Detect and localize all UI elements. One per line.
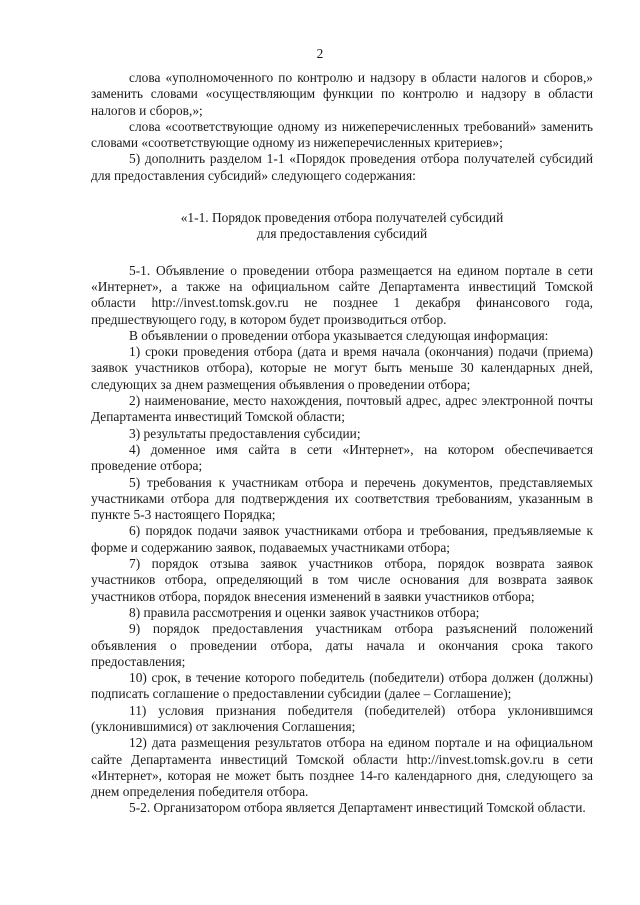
list-item: 10) срок, в течение которого победитель (победители) отбора должен (должны) подписать соглашение о предоставлении субсидии (далее – Соглашение); (91, 670, 593, 702)
list-item: 12) дата размещения результатов отбора на едином портале и на официальном сайте Департамента инвестиций Томской области http://invest.tomsk.gov.ru в сети «Интернет», которая не может быть позднее 14-го календарного дня, следующего за днем определения победителя отбора. (91, 735, 593, 800)
list-item: 3) результаты предоставления субсидии; (129, 425, 361, 441)
section-heading (91, 210, 593, 243)
paragraph: слова «уполномоченного по контролю и надзору в области налогов и сборов,» заменить словами «осуществляющим функции по контролю и надзору в области налогов и сборов,»; (91, 70, 593, 118)
paragraph: 5) дополнить разделом 1-1 «Порядок проведения отбора получателей субсидий для предоставления субсидий» следующего содержания: (91, 151, 593, 183)
section-heading-line: для предоставления субсидий (256, 226, 428, 242)
list-item: 6) порядок подачи заявок участниками отбора и требования, предъявляемые к форме и содержанию заявок, подаваемых участниками отбора; (91, 523, 593, 555)
section-heading-line: «1-1. Порядок проведения отбора получателей субсидий (180, 210, 504, 226)
paragraph: 5-1. Объявление о проведении отбора размещается на едином портале в сети «Интернет», а также на официальном сайте Департамента инвестиций Томской области http://invest.tomsk.gov.ru не позднее 1 декабря финансового года, предшествующего году, в котором будет производиться отбор. (91, 262, 593, 327)
page-number: 2 (316, 46, 324, 61)
paragraph: слова «соответствующие одному из нижеперечисленных требований» заменить словами «соответствующие одному из нижеперечисленных критериев»; (91, 118, 593, 151)
paragraph: В объявлении о проведении отбора указывается следующая информация: (129, 327, 549, 343)
list-item: 5) требования к участникам отбора и перечень документов, представляемых участниками отбора для подтверждения их соответствия требованиям, указанным в пункте 5-3 настоящего Порядка; (91, 474, 593, 523)
document-body (91, 70, 593, 817)
list-item: 1) сроки проведения отбора (дата и время начала (окончания) подачи (приема) заявок участников отбора), которые не могут быть меньше 30 календарных дней, следующих за днем размещения объявления о проведении отбора; (91, 344, 593, 392)
list-item: 2) наименование, место нахождения, почтовый адрес, адрес электронной почты Департамента инвестиций Томской области; (91, 393, 593, 425)
list-item: 8) правила рассмотрения и оценки заявок участников отбора; (129, 604, 480, 620)
list-item: 4) доменное имя сайта в сети «Интернет», на котором обеспечивается проведение отбора; (91, 441, 593, 474)
list-item: 11) условия признания победителя (победителей) отбора уклонившимся (уклонившимися) от заключения Соглашения; (91, 702, 593, 734)
paragraph: 5-2. Организатором отбора является Департамент инвестиций Томской области. (129, 800, 586, 816)
list-item: 9) порядок предоставления участникам отбора разъяснений положений объявления о проведении отбора, даты начала и окончания срока такого предоставления; (91, 621, 593, 669)
list-item: 7) порядок отзыва заявок участников отбора, порядок возврата заявок участников отбора, определяющий в том числе основания для возврата заявок участников отбора, порядок внесения изменений в заявки участников отбора; (91, 556, 593, 604)
